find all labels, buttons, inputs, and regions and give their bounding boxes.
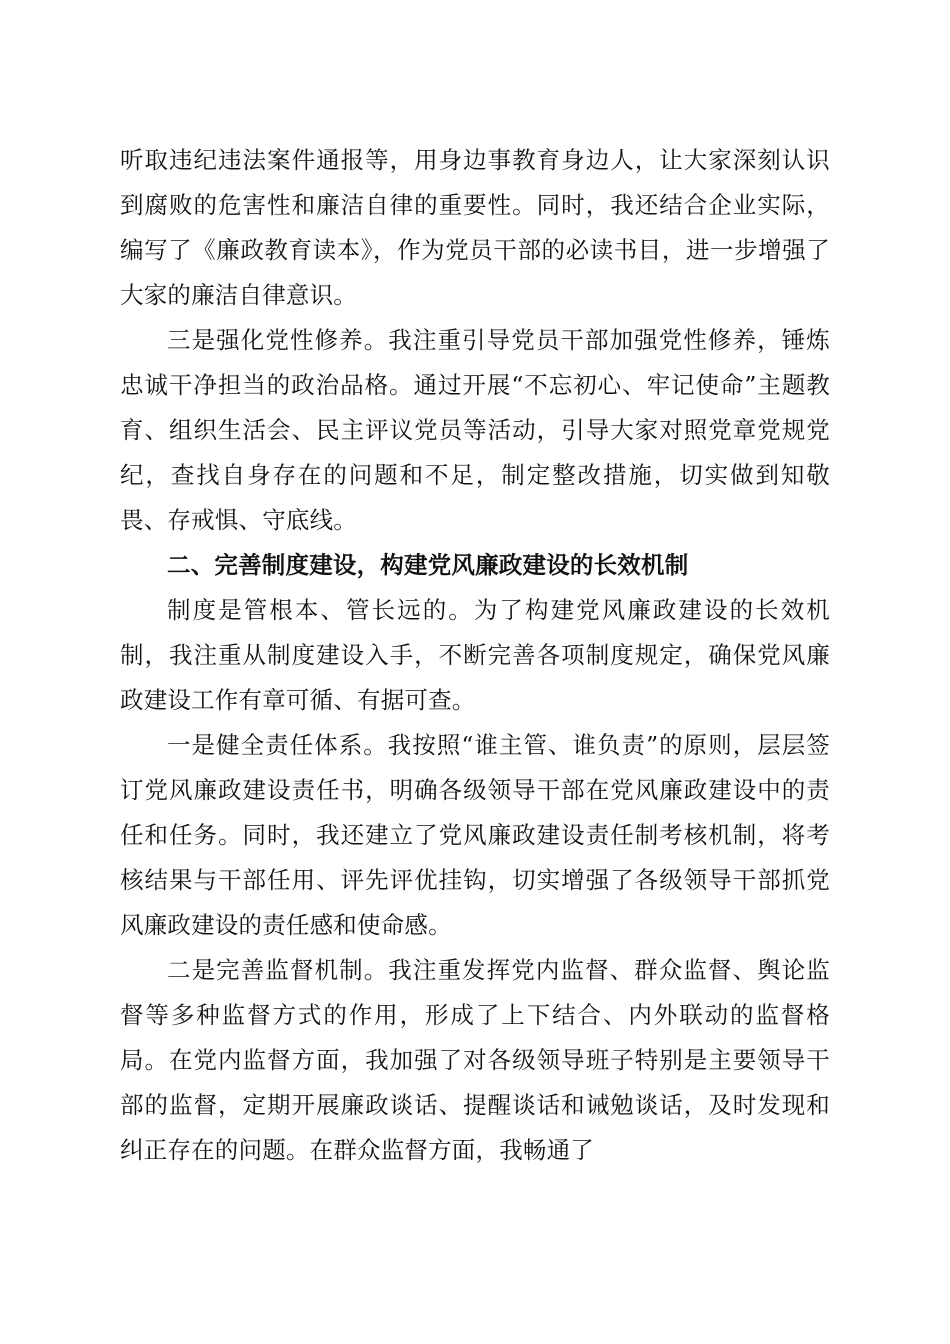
paragraph-continuation <box>120 138 830 318</box>
paragraph-lead: 二是完善监督机制。 <box>167 956 389 984</box>
paragraph-lead: 三是强化党性修养。 <box>167 326 389 354</box>
paragraph-text: 制度是管根本、管长远的。为了构建党风廉政建设的长效机制，我注重从制度建设入手，不断完善各项制度规定，确保党风廉政建设工作有章可循、有据可查。 <box>120 596 830 714</box>
paragraph-party-spirit <box>120 318 830 543</box>
paragraph-responsibility <box>120 723 830 948</box>
paragraph-supervision <box>120 948 830 1173</box>
section-heading-2: 二、完善制度建设，构建党风廉政建设的长效机制 <box>167 551 689 579</box>
paragraph-system-intro <box>120 588 830 723</box>
paragraph-lead: 一是健全责任体系。 <box>167 731 388 759</box>
paragraph-text: 我按照“谁主管、谁负责”的原则，层层签订党风廉政建设责任书，明确各级领导干部在党风廉政建设中的责任和任务。同时，我还建立了党风廉政建设责任制考核机制，将考核结果与干部任用、评先评优挂钩，切实增强了各级领导干部抓党风廉政建设的责任感和使命感。 <box>120 731 830 939</box>
document-body <box>120 138 830 1173</box>
paragraph-text: 我注重发挥党内监督、群众监督、舆论监督等多种监督方式的作用，形成了上下结合、内外联动的监督格局。在党内监督方面，我加强了对各级领导班子特别是主要领导干部的监督，定期开展廉政谈话、提醒谈话和诫勉谈话，及时发现和纠正存在的问题。在群众监督方面，我畅通了 <box>120 956 830 1164</box>
paragraph-text: 我注重引导党员干部加强党性修养，锤炼忠诚干净担当的政治品格。通过开展“不忘初心、牢记使命”主题教育、组织生活会、民主评议党员等活动，引导大家对照党章党规党纪，查找自身存在的问题和不足，制定整改措施，切实做到知敬畏、存戒惧、守底线。 <box>120 326 830 534</box>
paragraph-text: 听取违纪违法案件通报等，用身边事教育身边人，让大家深刻认识到腐败的危害性和廉洁自律的重要性。同时，我还结合企业实际，编写了《廉政教育读本》，作为党员干部的必读书目，进一步增强了大家的廉洁自律意识。 <box>120 146 830 309</box>
